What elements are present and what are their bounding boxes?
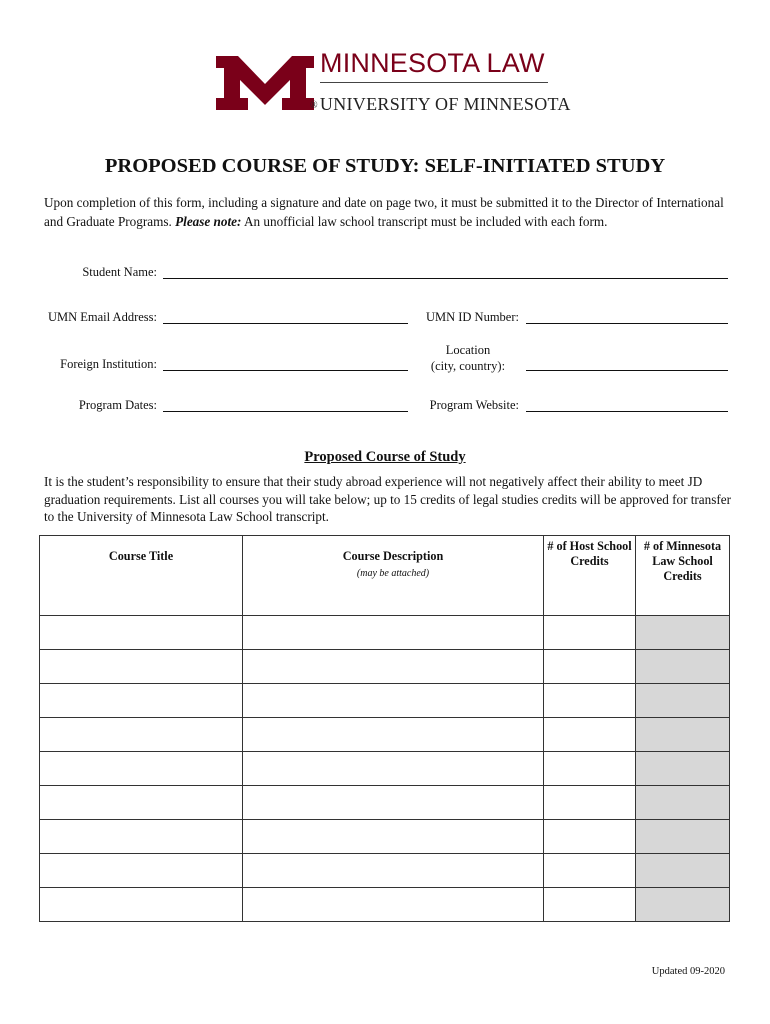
- table-row: [40, 854, 730, 888]
- umn-email-label: UMN Email Address:: [47, 310, 157, 324]
- course-title-cell[interactable]: [40, 888, 243, 922]
- program-website-label: Program Website:: [429, 398, 519, 412]
- logo-subtitle: [310, 94, 571, 115]
- umn-credits-cell: [636, 650, 730, 684]
- course-description-cell[interactable]: [243, 684, 544, 718]
- section-heading: Proposed Course of Study: [304, 449, 466, 465]
- host-credits-cell[interactable]: [544, 684, 636, 718]
- location-label-line1: Location: [445, 343, 491, 357]
- umn-id-label: UMN ID Number:: [425, 310, 519, 324]
- header-course-description-text: Course Description: [342, 549, 444, 563]
- umn-credits-cell: [636, 718, 730, 752]
- location-label: [420, 342, 516, 374]
- host-credits-cell[interactable]: [544, 718, 636, 752]
- course-description-cell[interactable]: [243, 820, 544, 854]
- program-website-field[interactable]: [526, 401, 728, 412]
- program-dates-label: Program Dates:: [78, 398, 157, 412]
- logo-subtitle-text: UNIVERSITY OF MINNESOTA: [319, 94, 571, 114]
- course-description-cell[interactable]: [243, 888, 544, 922]
- student-name-field[interactable]: [163, 268, 728, 279]
- header-course-description-note: (may be attached): [356, 568, 430, 579]
- umn-credits-cell: [636, 820, 730, 854]
- course-title-cell[interactable]: [40, 684, 243, 718]
- table-row: [40, 650, 730, 684]
- umn-credits-cell: [636, 752, 730, 786]
- course-title-cell[interactable]: [40, 616, 243, 650]
- table-row: [40, 786, 730, 820]
- document-title: PROPOSED COURSE OF STUDY: SELF-INITIATED STUDY: [104, 155, 666, 177]
- foreign-institution-label: Foreign Institution:: [60, 357, 157, 371]
- course-title-cell[interactable]: [40, 854, 243, 888]
- umn-id-field[interactable]: [526, 313, 728, 324]
- intro-text-2: An unofficial law school transcript must be included with each form.: [241, 214, 608, 229]
- location-label-line2: (city, country):: [430, 359, 506, 373]
- course-title-cell[interactable]: [40, 786, 243, 820]
- header-course-description: [243, 536, 544, 616]
- course-description-cell[interactable]: [243, 718, 544, 752]
- header-course-title: Course Title: [40, 536, 243, 616]
- host-credits-cell[interactable]: [544, 786, 636, 820]
- host-credits-cell[interactable]: [544, 854, 636, 888]
- course-description-cell[interactable]: [243, 616, 544, 650]
- course-description-cell[interactable]: [243, 786, 544, 820]
- course-table-body: [40, 616, 730, 922]
- umn-credits-cell: [636, 854, 730, 888]
- umn-email-field[interactable]: [163, 313, 408, 324]
- host-credits-cell[interactable]: [544, 820, 636, 854]
- host-credits-cell[interactable]: [544, 650, 636, 684]
- host-credits-cell[interactable]: [544, 616, 636, 650]
- host-credits-cell[interactable]: [544, 888, 636, 922]
- header-host-credits: # of Host School Credits: [544, 536, 636, 616]
- course-title-cell[interactable]: [40, 718, 243, 752]
- program-dates-field[interactable]: [163, 401, 408, 412]
- course-title-cell[interactable]: [40, 820, 243, 854]
- umn-credits-cell: [636, 684, 730, 718]
- updated-date: Updated 09-2020: [651, 966, 725, 977]
- table-header-row: [40, 536, 730, 616]
- table-row: [40, 684, 730, 718]
- table-row: [40, 888, 730, 922]
- umn-credits-cell: [636, 616, 730, 650]
- responsibility-paragraph: It is the student’s responsibility to ensure that their study abroad experience will not negatively affect their ability to meet JD graduation requirements. List all courses you will take below; up to 15 credits of legal studies credits will be approved for transfer to the University of Minnesota Law School transcript.: [44, 474, 732, 524]
- block-m-logo-icon: [216, 54, 314, 112]
- intro-text-1: Upon completion of this form, including a signature and date on page two, it must be submitted it to the Director of International and Graduate Programs.: [44, 195, 724, 229]
- table-row: [40, 820, 730, 854]
- foreign-institution-field[interactable]: [163, 360, 408, 371]
- table-row: [40, 752, 730, 786]
- course-description-cell[interactable]: [243, 854, 544, 888]
- course-table: [39, 535, 730, 922]
- intro-note-label: Please note:: [175, 214, 242, 229]
- course-title-cell[interactable]: [40, 752, 243, 786]
- course-description-cell[interactable]: [243, 752, 544, 786]
- umn-credits-cell: [636, 888, 730, 922]
- location-field[interactable]: [526, 360, 728, 371]
- header-umn-credits: # of Minnesota Law School Credits: [636, 536, 730, 616]
- intro-paragraph: [44, 193, 734, 231]
- table-row: [40, 718, 730, 752]
- minnesota-law-logo: [216, 48, 571, 118]
- table-row: [40, 616, 730, 650]
- host-credits-cell[interactable]: [544, 752, 636, 786]
- student-name-label: Student Name:: [82, 265, 157, 279]
- course-description-cell[interactable]: [243, 650, 544, 684]
- course-title-cell[interactable]: [40, 650, 243, 684]
- registered-mark: ®: [310, 100, 318, 112]
- umn-credits-cell: [636, 786, 730, 820]
- logo-title: MINNESOTA LAW: [320, 48, 545, 78]
- logo-divider: [320, 82, 548, 83]
